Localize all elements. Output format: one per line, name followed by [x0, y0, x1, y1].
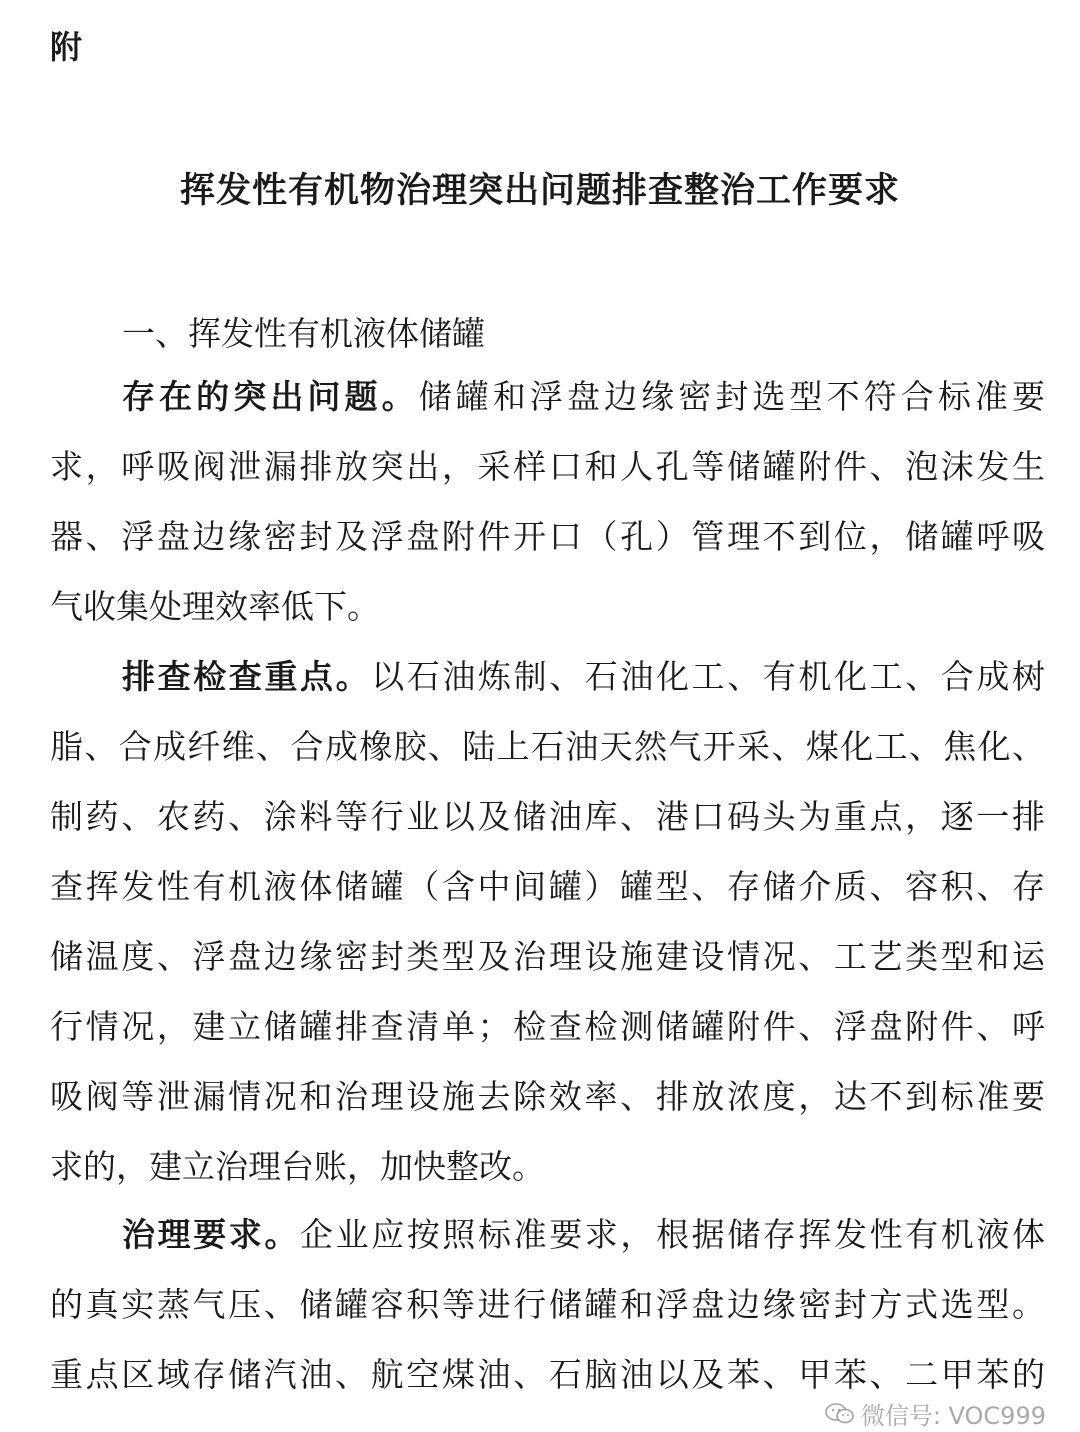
paragraph-line: [50, 362, 1045, 432]
paragraph-line: 重点区域存储汽油、航空煤油、石脑油以及苯、甲苯、二甲苯的: [50, 1355, 1045, 1394]
paragraph-line: 气收集处理效率低下。: [50, 587, 380, 626]
section-heading: 一、挥发性有机液体储罐: [122, 314, 485, 353]
line-text: 储罐和浮盘边缘密封选型不符合标准要: [418, 377, 1045, 416]
paragraph-line: 查挥发性有机液体储罐（含中间罐）罐型、存储介质、容积、存: [50, 867, 1045, 906]
paragraph-line: 吸阀等泄漏情况和治理设施去除效率、排放浓度，达不到标准要: [50, 1077, 1045, 1116]
paragraph-lead: 排查检查重点。: [122, 657, 372, 696]
paragraph-requirements: [50, 1200, 1045, 1410]
line-text: 企业应按照标准要求，根据储存挥发性有机液体: [300, 1215, 1045, 1254]
paragraph-line: 制药、农药、涂料等行业以及储油库、港口码头为重点，逐一排: [50, 797, 1045, 836]
paragraph-lead: 治理要求。: [122, 1215, 300, 1254]
paragraph-line: [50, 1200, 1045, 1270]
paragraph-inspection-focus: [50, 642, 1045, 1202]
paragraph-line: 脂、合成纤维、合成橡胶、陆上石油天然气开采、煤化工、焦化、: [50, 727, 1045, 766]
line-text: 以石油炼制、石油化工、有机化工、合成树: [371, 657, 1045, 696]
paragraph-line: 器、浮盘边缘密封及浮盘附件开口（孔）管理不到位，储罐呼吸: [50, 517, 1045, 556]
paragraph-line: 求，呼吸阀泄漏排放突出，采样口和人孔等储罐附件、泡沫发生: [50, 447, 1045, 486]
paragraph-line: 求的，建立治理台账，加快整改。: [50, 1147, 545, 1186]
paragraph-line: [50, 642, 1045, 712]
paragraph-problems: [50, 362, 1045, 642]
wechat-icon: [825, 1402, 855, 1426]
paragraph-lead: 存在的突出问题。: [122, 377, 419, 416]
attachment-label: 附: [50, 28, 83, 66]
document-title: 挥发性有机物治理突出问题排查整治工作要求: [179, 171, 900, 211]
wechat-watermark: [825, 1396, 1046, 1431]
watermark-text: 微信号: VOC999: [860, 1402, 1046, 1430]
paragraph-line: 储温度、浮盘边缘密封类型及治理设施建设情况、工艺类型和运: [50, 937, 1045, 976]
paragraph-line: 的真实蒸气压、储罐容积等进行储罐和浮盘边缘密封方式选型。: [50, 1285, 1045, 1324]
paragraph-line: 行情况，建立储罐排查清单；检查检测储罐附件、浮盘附件、呼: [50, 1007, 1045, 1046]
